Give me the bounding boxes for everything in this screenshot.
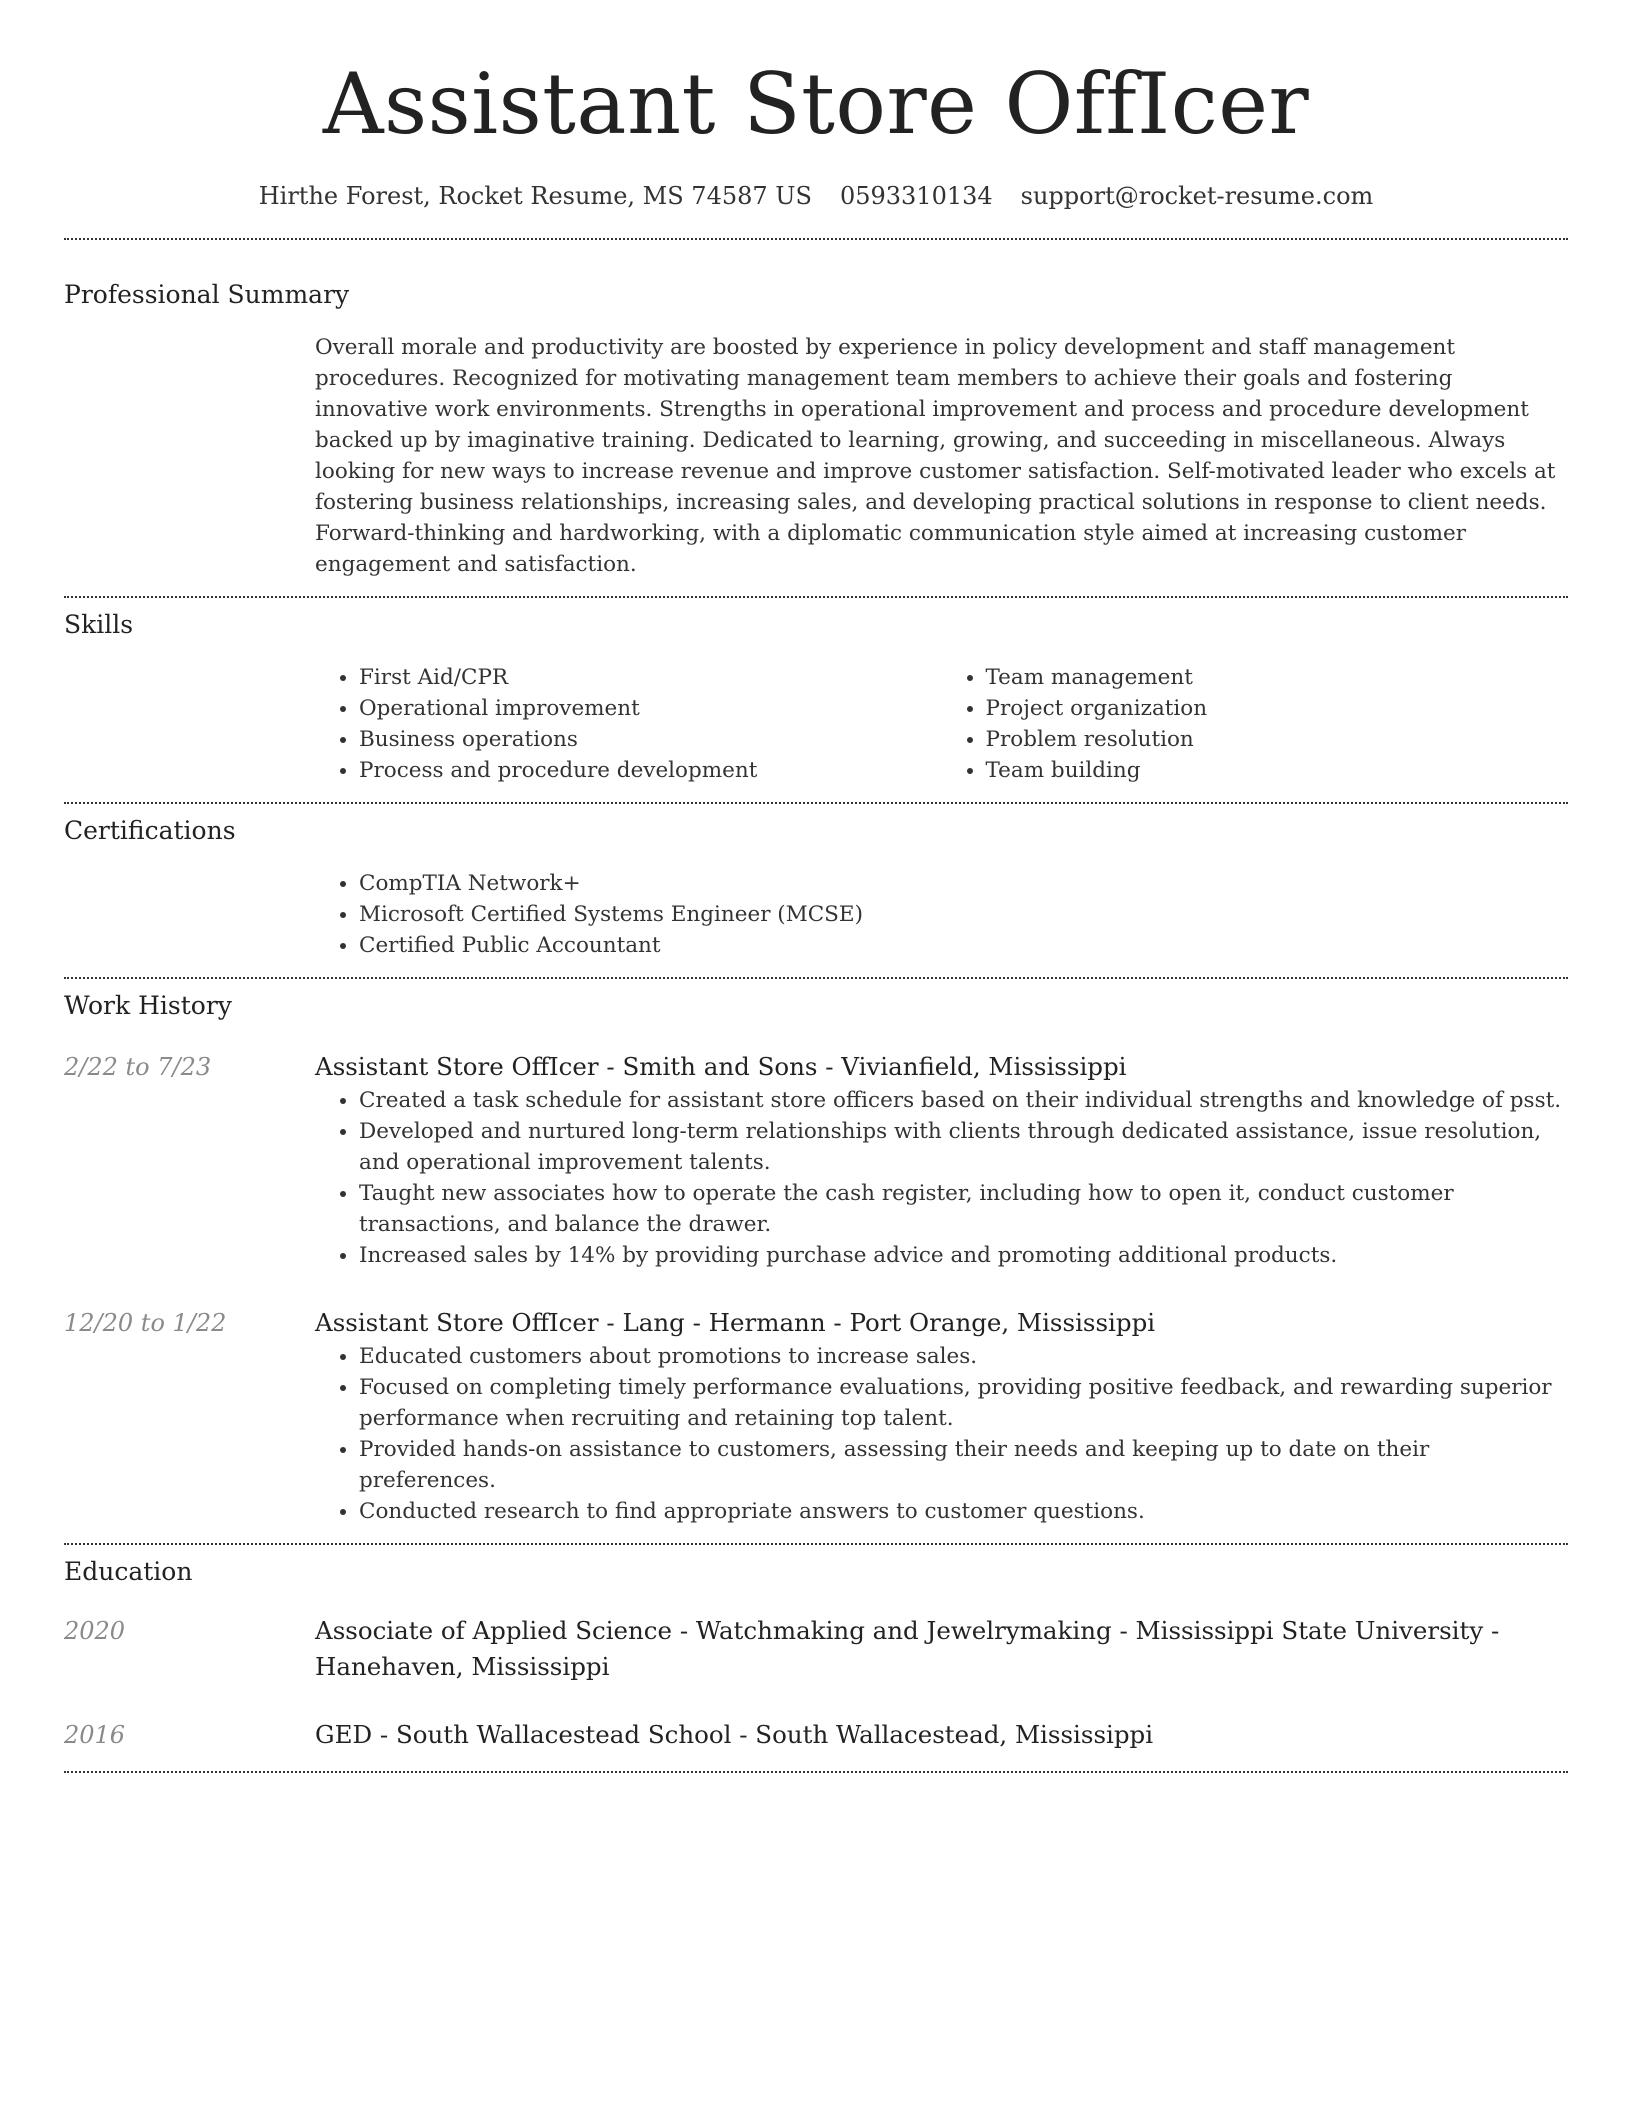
job-bullets — [315, 1085, 1568, 1271]
job-bullet: • Increased sales by 14% by providing purchase advice and promoting additional products. — [359, 1240, 1568, 1271]
skills-content — [315, 662, 1568, 786]
contact-line — [64, 180, 1568, 212]
job-role: Assistant Store OffIcer — [315, 1052, 599, 1081]
education-text: Associate of Applied Science - Watchmaking and Jewelrymaking - Mississippi State University - Hanehaven, Mississippi — [315, 1616, 1500, 1681]
job-heading — [315, 1305, 1568, 1341]
job-entry — [64, 1305, 1568, 1527]
skills-list-left — [315, 662, 942, 786]
summary-text: Overall morale and productivity are boosted by experience in policy development and staff management procedures. Recognized for motivating management team members to achieve their goals and fostering innovative work environments. Strengths in operational improvement and process and procedure development backed up by imaginative training. Dedicated to learning, growing, and succeeding in miscellaneous. Always looking for new ways to increase revenue and improve customer satisfaction. Self-motivated leader who excels at fostering business relationships, increasing sales, and developing practical solutions in response to client needs. Forward-thinking and hardworking, with a diplomatic communication style aimed at increasing customer engagement and satisfaction. — [315, 335, 1556, 577]
skill-item: • First Aid/CPR — [359, 662, 942, 693]
section-title-summary: Professional Summary — [64, 280, 350, 309]
skill-item: • Business operations — [359, 724, 942, 755]
job-body — [315, 1049, 1568, 1271]
education-year: 2020 — [64, 1617, 126, 1645]
job-dates: 2/22 to 7/23 — [64, 1053, 212, 1081]
candidate-name: Assistant Store OffIcer — [322, 55, 1310, 153]
certification-item: • CompTIA Network+ — [359, 868, 1568, 899]
resume-page — [64, 0, 1568, 1773]
certification-item: • Certified Public Accountant — [359, 930, 1568, 961]
skill-item: • Process and procedure development — [359, 755, 942, 786]
job-company-location: - Smith and Sons - Vivianfield, Mississippi — [598, 1052, 1127, 1081]
job-body — [315, 1305, 1568, 1527]
summary-section — [64, 240, 1568, 580]
section-title-work-history: Work History — [64, 991, 232, 1020]
job-bullet: • Focused on completing timely performance evaluations, providing positive feedback, and rewarding superior performance when recruiting and retaining top talent. — [359, 1372, 1568, 1434]
job-company-location: - Lang - Hermann - Port Orange, Mississippi — [598, 1308, 1156, 1337]
job-role: Assistant Store OffIcer — [315, 1308, 599, 1337]
education-body — [315, 1613, 1568, 1685]
skills-section — [64, 598, 1568, 786]
education-entry — [64, 1613, 1568, 1685]
divider — [64, 1771, 1568, 1773]
contact-email: support@rocket-resume.com — [1020, 182, 1374, 210]
job-entry — [64, 1049, 1568, 1271]
section-title-education: Education — [64, 1557, 193, 1586]
skill-item: • Operational improvement — [359, 693, 942, 724]
certifications-section — [64, 804, 1568, 961]
contact-phone: 0593310134 — [839, 182, 993, 210]
skill-item: • Team building — [986, 755, 1569, 786]
job-bullet: • Developed and nurtured long-term relationships with clients through dedicated assistance, issue resolution, and operational improvement talents. — [359, 1116, 1568, 1178]
skill-item: • Team management — [986, 662, 1569, 693]
education-body — [315, 1717, 1568, 1753]
skills-list-right — [942, 662, 1569, 786]
education-year: 2016 — [64, 1721, 126, 1749]
work-history-section — [64, 979, 1568, 1527]
section-title-skills: Skills — [64, 610, 134, 639]
job-bullet: • Created a task schedule for assistant store officers based on their individual strengths and knowledge of psst. — [359, 1085, 1568, 1116]
job-dates: 12/20 to 1/22 — [64, 1309, 227, 1337]
skill-item: • Problem resolution — [986, 724, 1569, 755]
section-title-certifications: Certifications — [64, 816, 236, 845]
contact-address: Hirthe Forest, Rocket Resume, MS 74587 US — [258, 182, 812, 210]
job-bullet: • Taught new associates how to operate the cash register, including how to open it, conduct customer transactions, and balance the drawer. — [359, 1178, 1568, 1240]
certifications-list — [315, 868, 1568, 961]
education-section — [64, 1545, 1568, 1753]
job-bullet: • Educated customers about promotions to increase sales. — [359, 1341, 1568, 1372]
certification-item: • Microsoft Certified Systems Engineer (MCSE) — [359, 899, 1568, 930]
education-entry — [64, 1717, 1568, 1753]
job-bullets — [315, 1341, 1568, 1527]
education-text: GED - South Wallacestead School - South Wallacestead, Mississippi — [315, 1720, 1154, 1749]
certifications-content — [315, 868, 1568, 961]
skill-item: • Project organization — [986, 693, 1569, 724]
summary-content — [315, 332, 1568, 580]
job-bullet: • Conducted research to find appropriate answers to customer questions. — [359, 1496, 1568, 1527]
job-heading — [315, 1049, 1568, 1085]
job-bullet: • Provided hands-on assistance to customers, assessing their needs and keeping up to date on their preferences. — [359, 1434, 1568, 1496]
